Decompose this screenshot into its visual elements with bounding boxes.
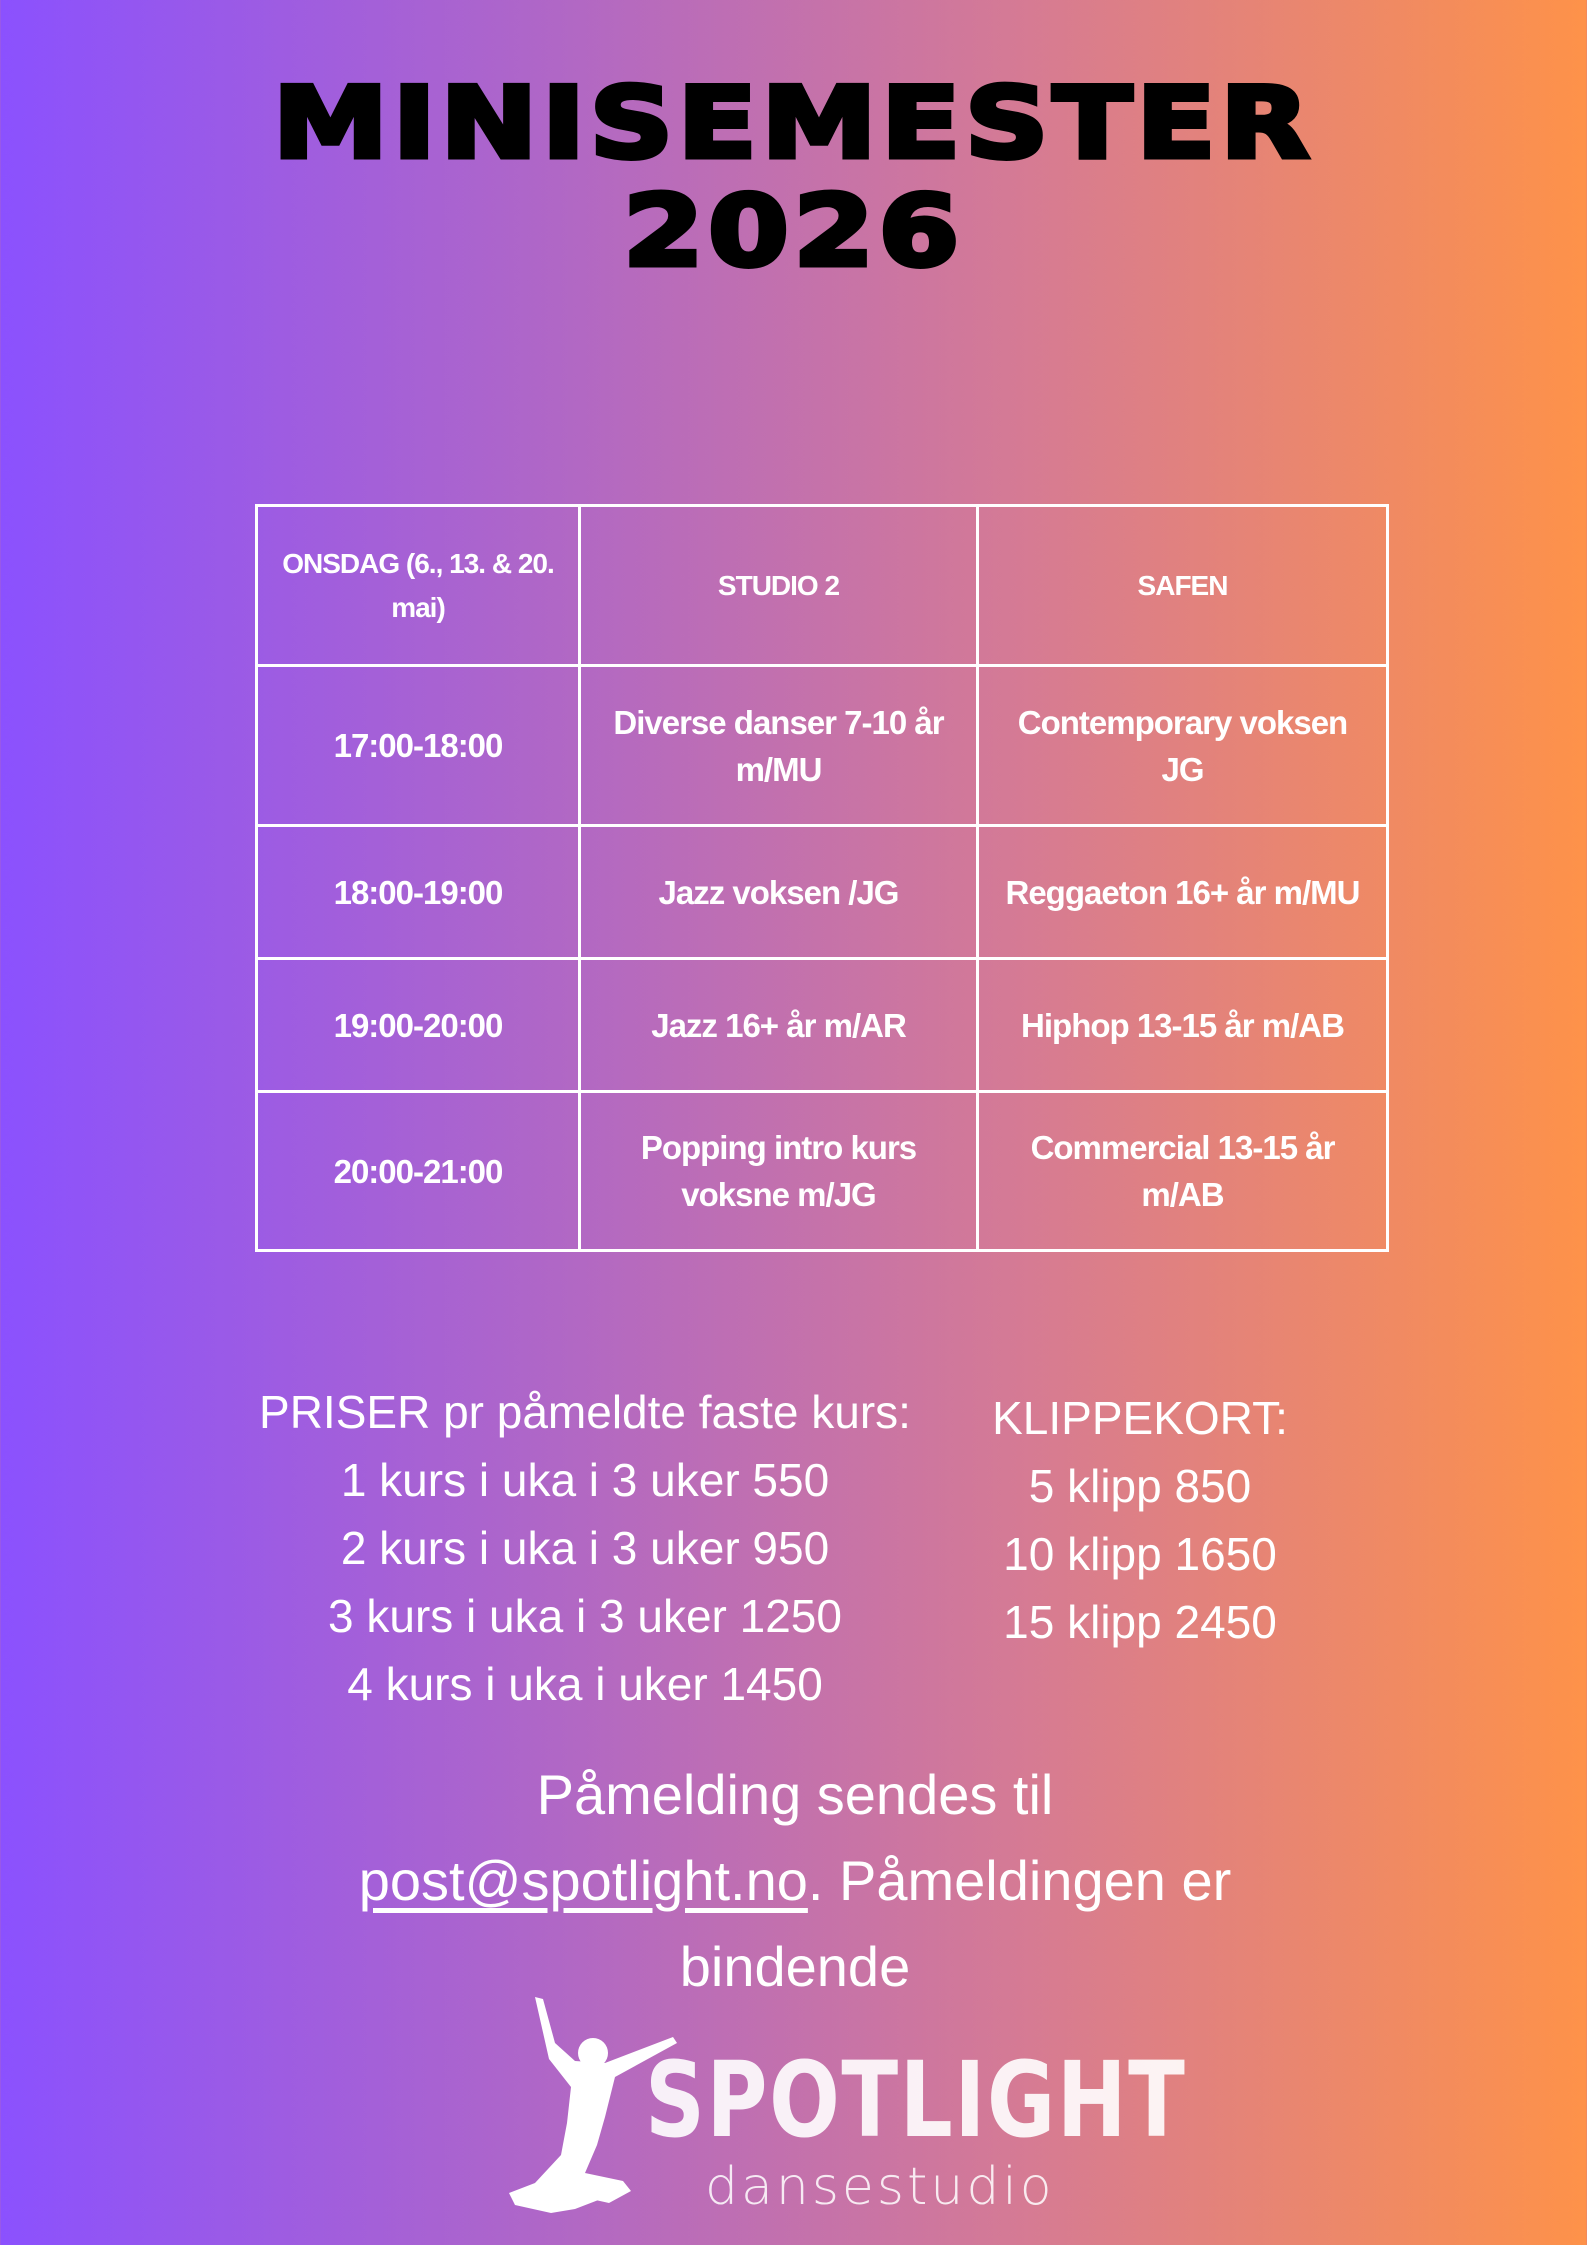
brand-subtitle: dansestudio [705,2157,1055,2217]
title-line-2: 2026 [623,175,964,289]
safen-cell: Hiphop 13-15 år m/AB [978,959,1388,1092]
klippekort-item: 5 klipp 850 [1028,1460,1252,1512]
spotlight-logo [505,1995,1187,2235]
signup-line-1: Påmelding sendes til [536,1763,1054,1826]
header-studio-2: STUDIO 2 [580,506,978,666]
prices-heading: PRISER pr påmeldte faste kurs: [259,1386,911,1438]
price-item: 3 kurs i uka i 3 uker 1250 [328,1590,842,1642]
price-item: 4 kurs i uka i uker 1450 [347,1658,823,1710]
header-day: ONSDAG (6., 13. & 20. mai) [257,506,580,666]
brand-name: SPOTLIGHT [645,2039,1187,2161]
studio-2-cell: Jazz 16+ år m/AR [580,959,978,1092]
price-item: 1 kurs i uka i 3 uker 550 [340,1454,830,1506]
title-line-1: MINISEMESTER [272,67,1315,181]
price-item: 2 kurs i uka i 3 uker 950 [340,1522,830,1574]
schedule-table [255,504,1389,1252]
signup-line-2 [250,1838,1340,1924]
safen-cell: Commercial 13-15 år m/AB [978,1092,1388,1251]
klippekort-item: 10 klipp 1650 [1003,1528,1277,1580]
table-header-row [257,506,1388,666]
table-row [257,959,1388,1092]
time-cell: 19:00-20:00 [257,959,580,1092]
safen-cell: Reggaeton 16+ år m/MU [978,826,1388,959]
safen-cell: Contemporary voksen JG [978,666,1388,826]
page-title [0,67,1587,289]
signup-info [250,1752,1340,2010]
email-link[interactable]: post@spotlight.no [358,1849,808,1912]
signup-line-3: bindende [679,1935,911,1998]
studio-2-cell: Popping intro kurs voksne m/JG [580,1092,978,1251]
time-cell: 18:00-19:00 [257,826,580,959]
header-safen: SAFEN [978,506,1388,666]
prices-block [230,1378,940,1718]
time-cell: 20:00-21:00 [257,1092,580,1251]
klippekort-item: 15 klipp 2450 [1003,1596,1277,1648]
studio-2-cell: Jazz voksen /JG [580,826,978,959]
time-cell: 17:00-18:00 [257,666,580,826]
klippekort-heading: KLIPPEKORT: [992,1392,1288,1444]
studio-2-cell: Diverse danser 7-10 år m/MU [580,666,978,826]
table-row [257,666,1388,826]
klippekort-block [960,1384,1320,1656]
table-row [257,1092,1388,1251]
table-row [257,826,1388,959]
signup-binding-text: . Påmeldingen er [807,1849,1232,1912]
